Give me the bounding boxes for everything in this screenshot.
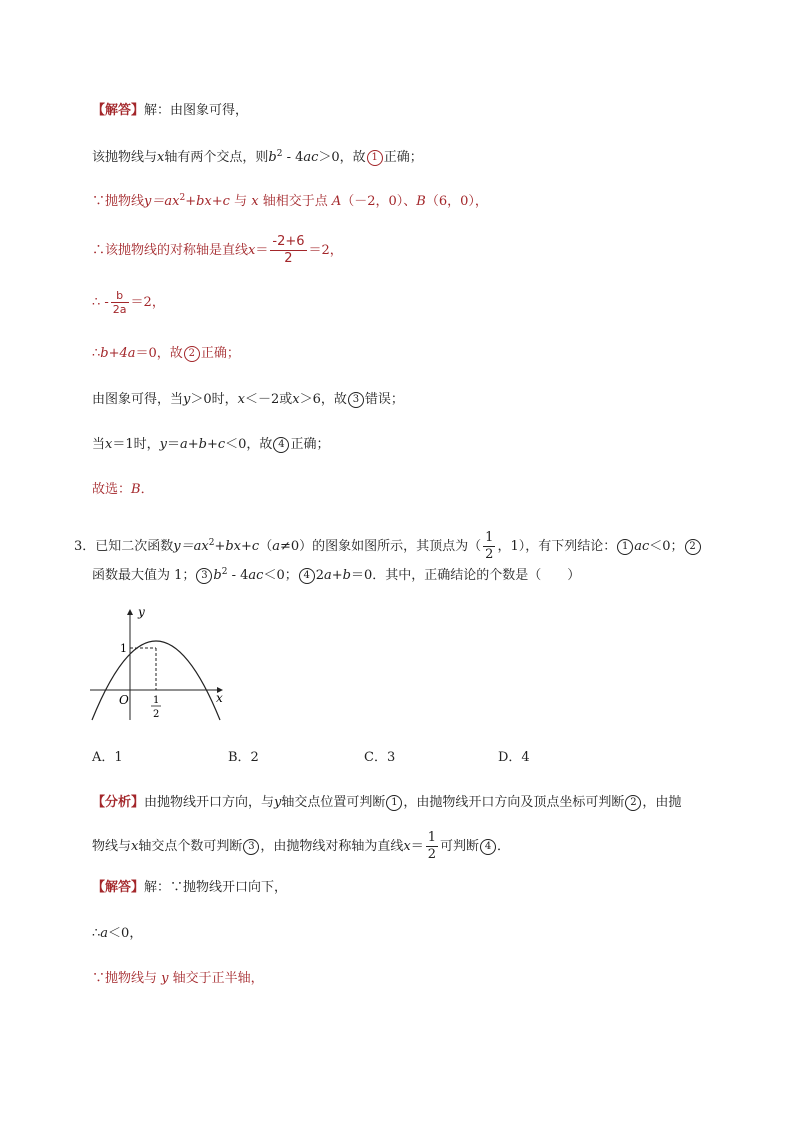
solution-line-3: ∴该抛物线的对称轴是直线x＝ $\frac{-2+6}{2}$ ＝2，	[92, 234, 343, 266]
y-axis-label: y	[138, 605, 145, 619]
solution-answer: 故选：B．	[92, 482, 154, 497]
circled-number: 1	[367, 150, 383, 166]
solution3-line-1: 【解答】解：∵抛物线开口向下，	[92, 880, 288, 895]
circled-number: 4	[273, 437, 289, 453]
question-number: 3．	[74, 539, 96, 554]
option-d[interactable]: D．4	[498, 750, 530, 765]
fraction: $\frac{1}{2}$	[427, 830, 437, 862]
question-3-line-1: 3．已知二次函数$y=ax^2+bx+c(a\ne 0)$的图象如图所示，其顶点为（ $\frac{1}{2}$ ，1），有下列结论： 1 ac＜0； 2	[74, 530, 702, 563]
fraction: $\frac{1}{2}$	[485, 530, 494, 562]
origin-label: O	[119, 693, 129, 707]
circled-number: 3	[348, 392, 364, 408]
analysis-line-2: 物线与x轴交点个数可判断 3 ，由抛物线对称轴为直线x＝ $\frac{1}{2}$ 可判断 4 ．	[92, 830, 511, 862]
option-c[interactable]: C．3	[364, 750, 396, 765]
circled-number: 2	[184, 346, 200, 362]
circled-number: 3	[243, 839, 259, 855]
parabola-graph	[86, 604, 236, 729]
circled-number: 4	[299, 568, 315, 584]
circled-number: 4	[480, 839, 496, 855]
x-tick-numerator: 1	[153, 695, 160, 706]
option-a[interactable]: A．1	[92, 750, 123, 765]
circled-number: 1	[617, 539, 633, 555]
fraction: $\frac{-2+6}{2}$	[272, 234, 305, 266]
jieda-tag-2: 【解答】	[92, 880, 145, 895]
jieda-tag: 【解答】	[92, 103, 145, 118]
solution-line-4: ∴ - $\frac{b}{2a}$ ＝2，	[92, 289, 165, 316]
solution3-line-3: ∵抛物线与 y 轴交于正半轴，	[92, 971, 264, 986]
solution-header	[92, 103, 248, 119]
solution-line-1: 该抛物线与x轴有两个交点，则$b^2 - 4ac>0$，故 1 正确；	[92, 149, 423, 165]
solution3-line-2: ∴a＜0，	[92, 926, 143, 941]
question-3-line-2: 函数最大值为 1； 3 $b^2 - 4ac<0$； 4 2a+b＝0．其中，正确结论的个数是（ ）	[92, 567, 581, 583]
solution-line-5: ∴b+4a＝0，故 2 正确；	[92, 346, 240, 361]
y-tick-label: 1	[120, 642, 127, 655]
option-b[interactable]: B．2	[228, 750, 259, 765]
circled-number: 2	[625, 795, 641, 811]
analysis-line-1: 【分析】由抛物线开口方向，与y轴交点位置可判断 1 ，由抛物线开口方向及顶点坐标可判断 2 ，由抛	[92, 795, 682, 810]
jieda-text: 解：由图象可得，	[144, 103, 249, 118]
solution-line-7: 当x＝1时，y＝a+b+c＜0，故 4 正确；	[92, 437, 330, 452]
x-tick-denominator: 2	[153, 709, 160, 720]
circled-number: 2	[685, 539, 701, 555]
fenxi-tag: 【分析】	[92, 795, 145, 810]
solution-line-6: 由图象可得，当y＞0时，x＜－2或x＞6，故 3 错误；	[92, 392, 404, 407]
solution-line-2: ∵抛物线$y=ax^2+bx+c$ 与 x 轴相交于点 A（－2，0）、B（6，0），	[92, 193, 488, 209]
circled-number: 3	[196, 568, 212, 584]
circled-number: 1	[386, 795, 402, 811]
fraction: $\frac{b}{2a}$	[112, 289, 127, 316]
x-axis-label: x	[216, 691, 223, 705]
